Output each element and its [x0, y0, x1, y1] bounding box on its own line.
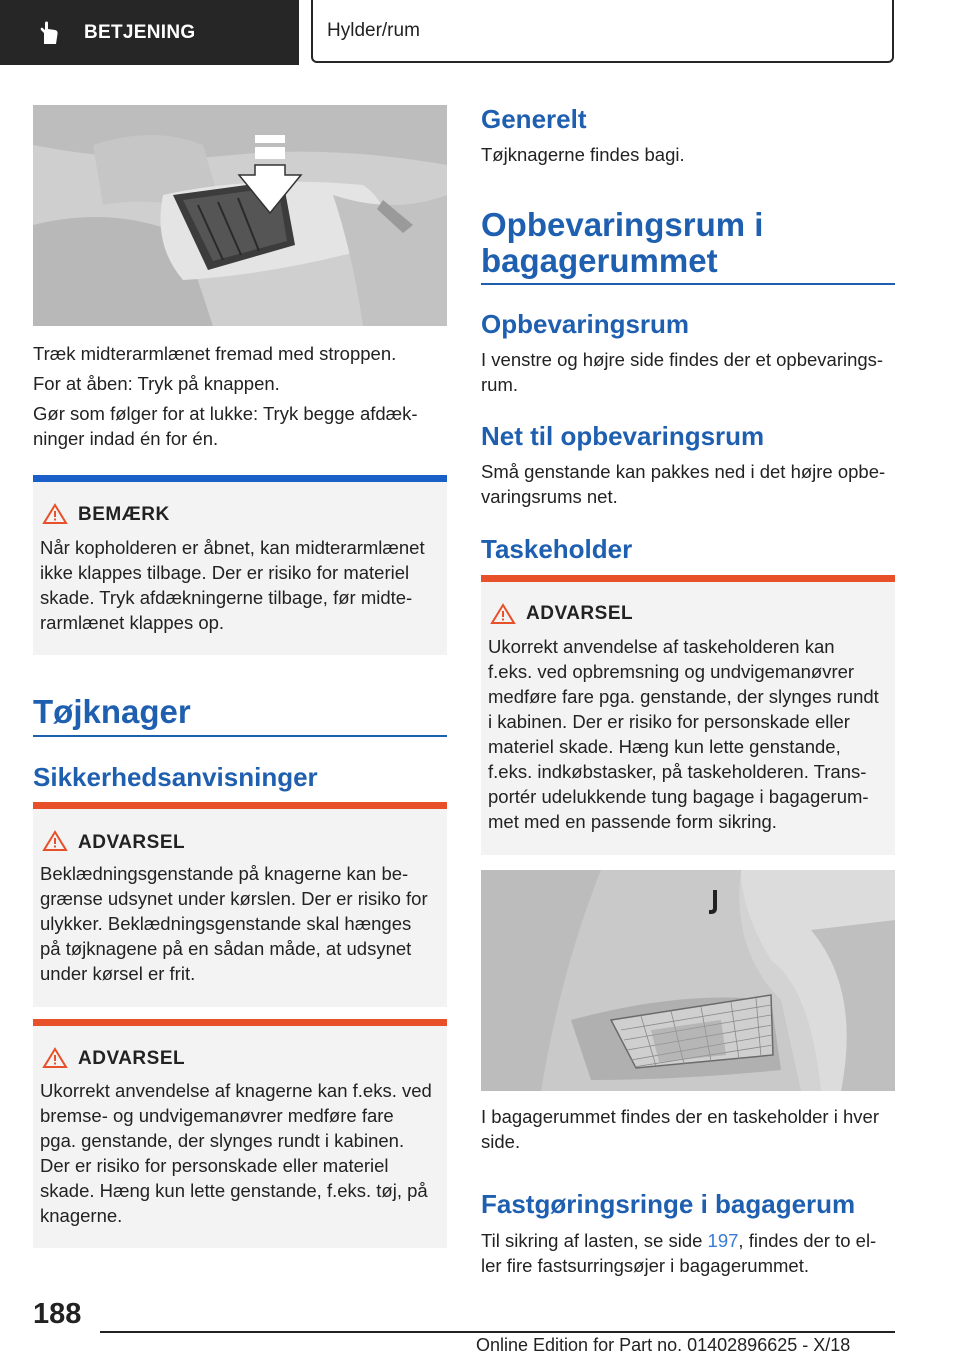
warning-title: ADVARSEL — [78, 1048, 186, 1069]
warning-line: Der er risiko for personskade eller materiel — [40, 1155, 389, 1176]
warning-line: f.eks. ved opbremsning og undvigemanøvrer — [488, 661, 855, 682]
notice-title: BEMÆRK — [78, 504, 170, 525]
notice-line: ikke klappes tilbage. Der er risiko for materiel — [40, 562, 410, 583]
fast-line: ler fire fastsurringsøjer i bagagerummet. — [481, 1255, 809, 1276]
warning-line: i kabinen. Der er risiko for personskade eller — [488, 711, 850, 732]
subheading-taskeholder: Taskeholder — [481, 534, 633, 564]
notice-line: Når kopholderen er åbnet, kan midterarmlænet — [40, 537, 425, 558]
subheading-net: Net til opbevaringsrum — [481, 421, 765, 451]
warning-line: Beklædningsgenstande på knagerne kan be- — [40, 863, 409, 884]
edition-text: Online Edition for Part no. 01402896625 - X/18 — [476, 1335, 851, 1355]
net-line: Små genstande kan pakkes ned i det højre opbe- — [481, 461, 886, 482]
warning-line: på tøjknagene på en sådan måde, at udsynet — [40, 938, 412, 959]
taske-caption-line: side. — [481, 1131, 521, 1152]
warning-line: bremse- og undvigemanøvrer medføre fare — [40, 1105, 394, 1126]
topic-label: Hylder/rum — [327, 19, 420, 41]
warning-line: Ukorrekt anvendelse af knagerne kan f.eks. ved — [40, 1080, 432, 1101]
footer-rule — [100, 1331, 895, 1333]
subheading-opbevaringsrum: Opbevaringsrum — [481, 309, 690, 339]
notice-bar — [33, 475, 447, 482]
section-heading-line: Opbevaringsrum i — [481, 206, 764, 243]
section-tab — [0, 0, 299, 65]
warning-line: under kørsel er frit. — [40, 963, 196, 984]
warning-box — [33, 1019, 447, 1248]
armrest-photo — [33, 105, 447, 326]
warning-triangle-icon — [42, 1047, 68, 1069]
opb-line: rum. — [481, 374, 518, 395]
notice-box — [33, 475, 447, 655]
bag-holder-photo — [481, 870, 895, 1091]
net-line: varingsrums net. — [481, 486, 618, 507]
notice-line: rarmlænet klappes op. — [40, 612, 225, 633]
warning-bar — [481, 575, 895, 582]
opb-line: I venstre og højre side findes der et opbevarings- — [481, 349, 884, 370]
warning-line: materiel skade. Hæng kun lette genstande, — [488, 736, 841, 757]
warning-line: pga. genstande, der slynges rundt i kabinen. — [40, 1130, 405, 1151]
fast-line-text: Til sikring af lasten, se side — [481, 1230, 708, 1251]
warning-line: medføre fare pga. genstande, der slynges rundt — [488, 686, 879, 707]
warning-title: ADVARSEL — [78, 832, 186, 853]
warning-line: ulykker. Beklædningsgenstande skal hænges — [40, 913, 412, 934]
hand-pointer-icon — [36, 20, 62, 46]
warning-bar — [33, 802, 447, 809]
page-number: 188 — [33, 1298, 82, 1330]
warning-triangle-icon — [42, 503, 68, 525]
warning-box — [481, 575, 895, 855]
section-heading-tojknager: Tøjknager — [33, 693, 191, 730]
fast-line — [481, 1228, 876, 1253]
page-link-197[interactable]: 197 — [707, 1230, 739, 1251]
warning-bar — [33, 1019, 447, 1026]
subheading-fastgoringsringe: Fastgøringsringe i bagagerum — [481, 1189, 856, 1219]
warning-title: ADVARSEL — [526, 603, 634, 624]
fast-line-text: , findes der to el- — [738, 1230, 877, 1251]
warning-line: met med en passende form sikring. — [488, 811, 777, 832]
warning-line: grænse udsynet under kørslen. Der er risiko for — [40, 888, 428, 909]
caption-line: For at åben: Tryk på knappen. — [33, 373, 280, 394]
subheading-generelt: Generelt — [481, 104, 587, 134]
topic-tab — [311, 0, 894, 63]
generelt-text: Tøjknagerne findes bagi. — [481, 144, 685, 165]
caption-line: Træk midterarmlænet fremad med stroppen. — [33, 343, 397, 364]
notice-line: skade. Tryk afdækningerne tilbage, før midte- — [40, 587, 413, 608]
warning-line: f.eks. indkøbstasker, på taskeholderen. Trans- — [488, 761, 867, 782]
caption-line: Gør som følger for at lukke: Tryk begge afdæk- — [33, 403, 418, 424]
warning-line: portér udelukkende tung bagage i bagagerum- — [488, 786, 869, 807]
heading-rule — [481, 283, 895, 285]
taske-caption-line: I bagagerummet findes der en taskeholder i hver — [481, 1106, 879, 1127]
caption-line: ninger indad én for én. — [33, 428, 219, 449]
section-heading-line: bagagerummet — [481, 242, 718, 279]
heading-rule — [33, 735, 447, 737]
warning-triangle-icon — [490, 603, 516, 625]
warning-line: skade. Hæng kun lette genstande, f.eks. tøj, på — [40, 1180, 428, 1201]
section-label: BETJENING — [84, 21, 196, 43]
warning-line: Ukorrekt anvendelse af taskeholderen kan — [488, 636, 835, 657]
subheading-sikkerhed: Sikkerhedsanvisninger — [33, 762, 318, 792]
warning-triangle-icon — [42, 830, 68, 852]
warning-box — [33, 802, 447, 1007]
warning-line: knagerne. — [40, 1205, 123, 1226]
